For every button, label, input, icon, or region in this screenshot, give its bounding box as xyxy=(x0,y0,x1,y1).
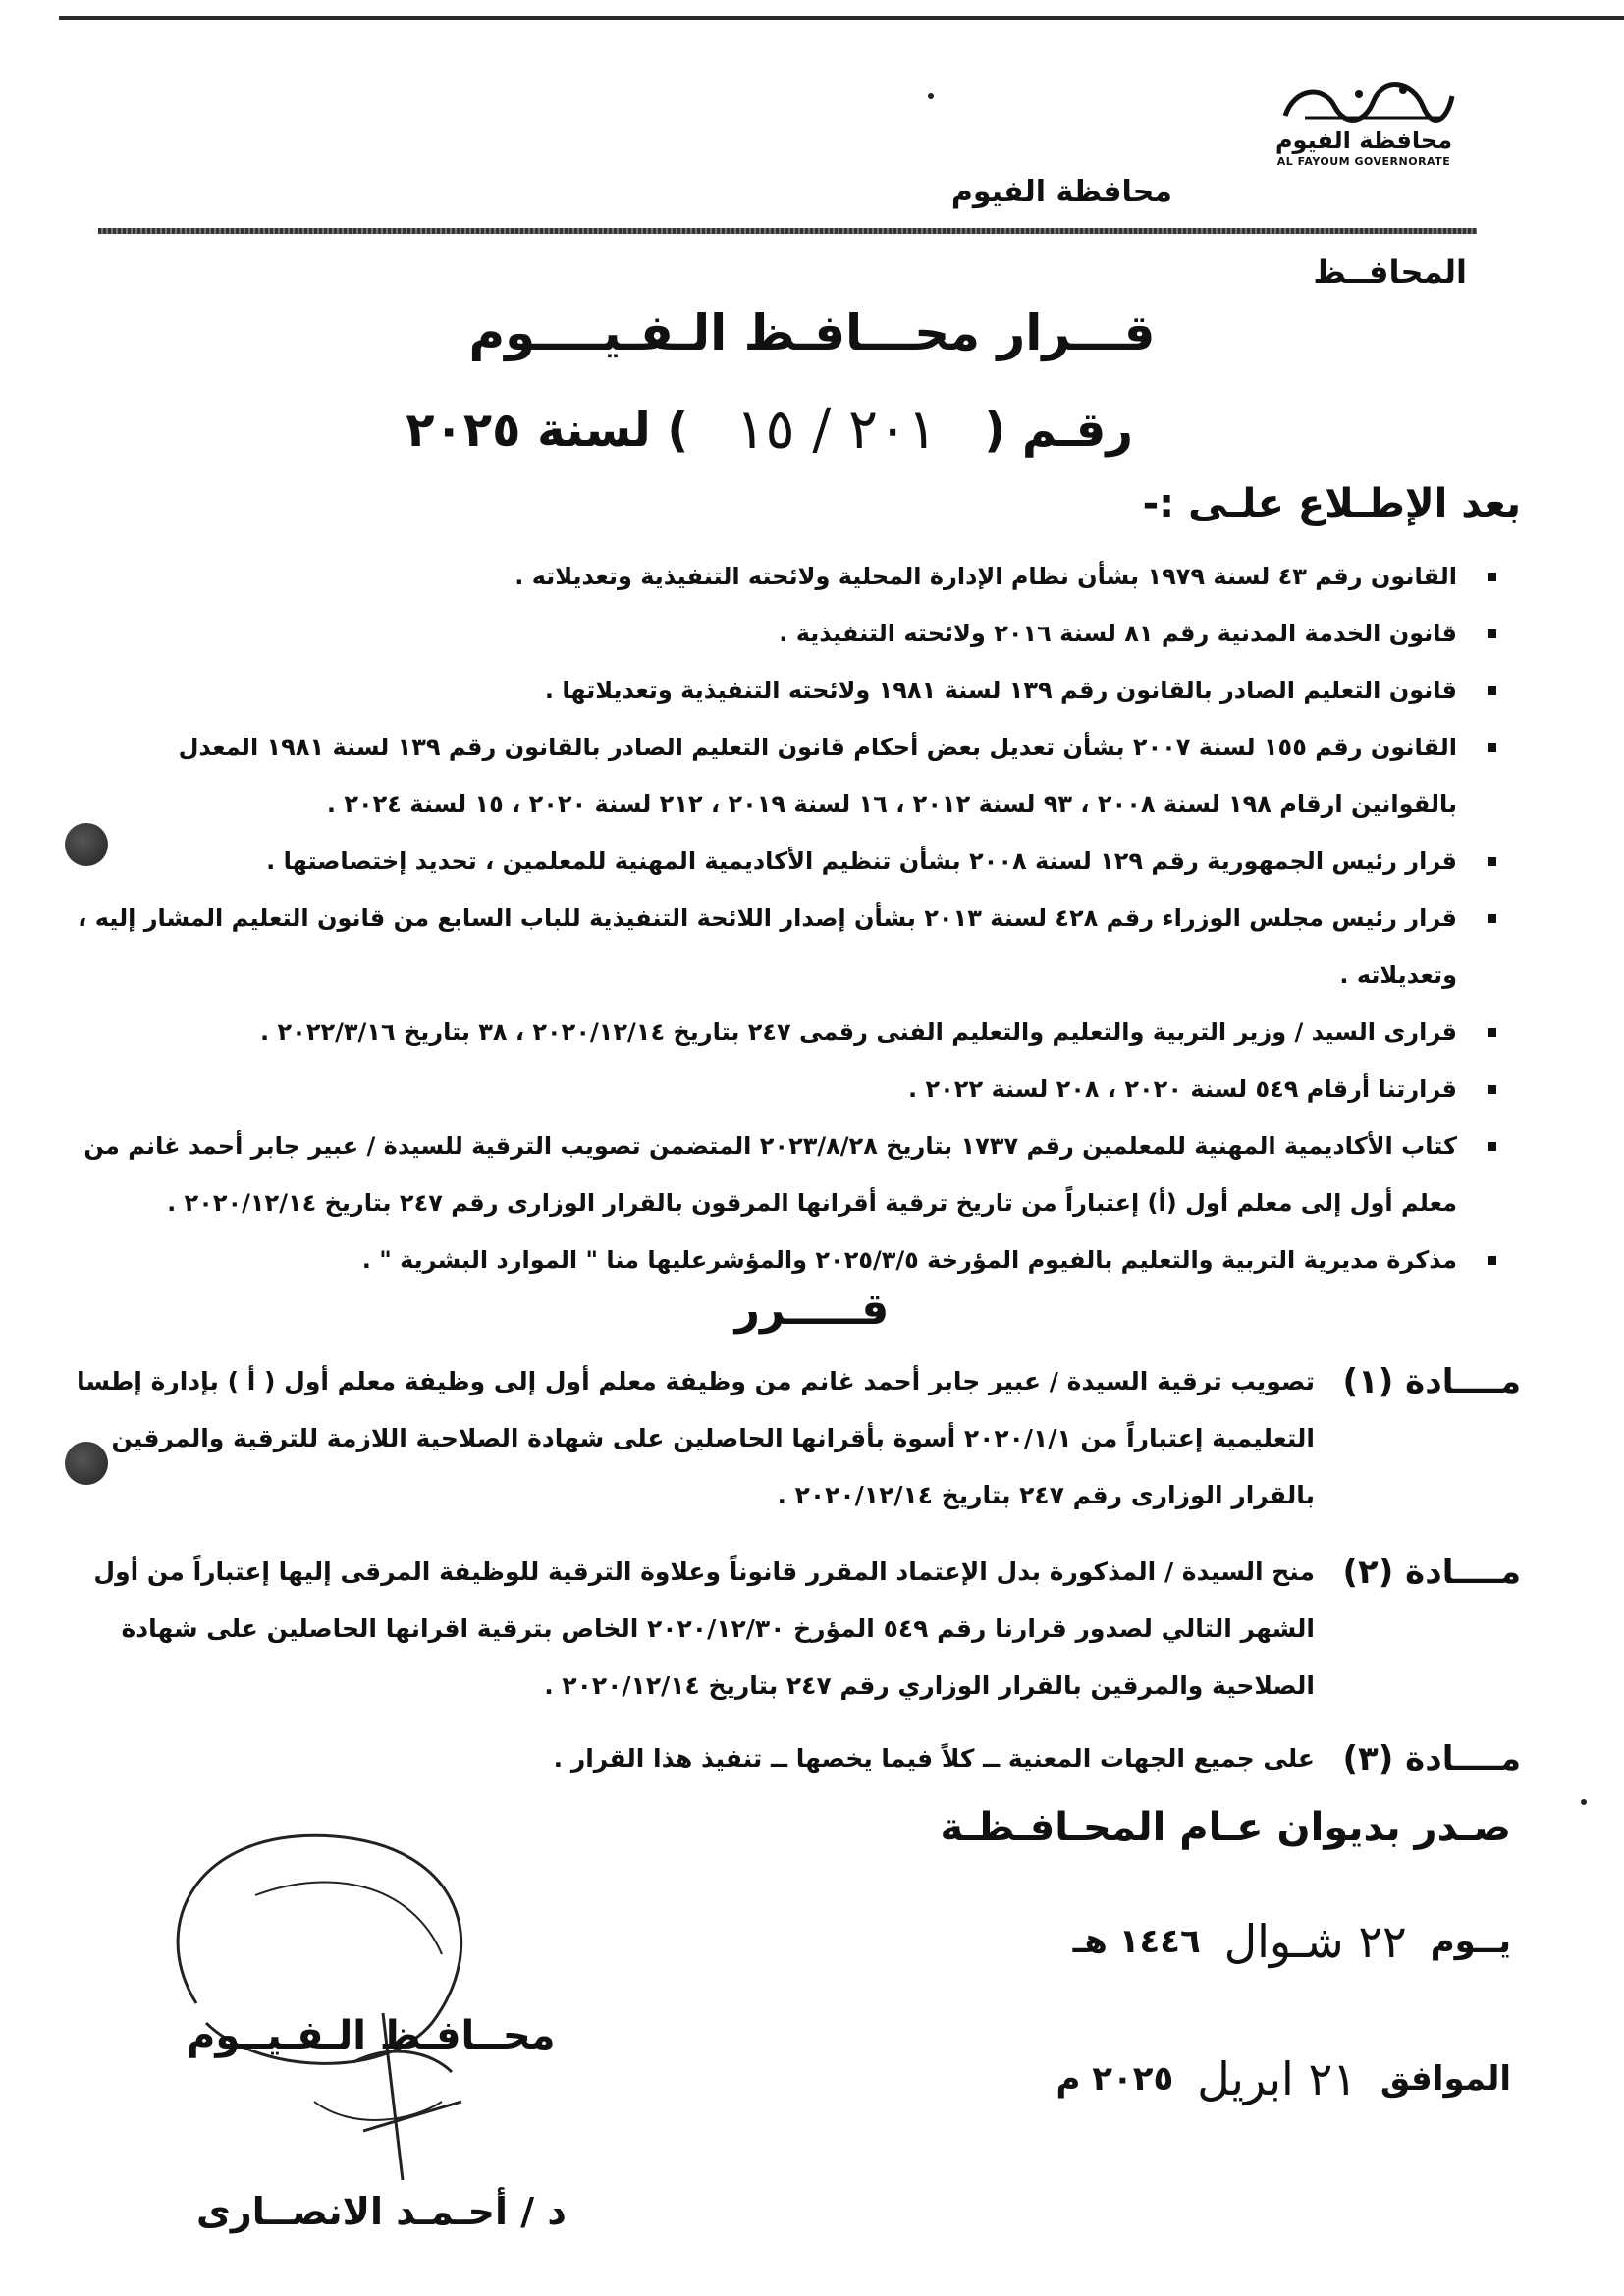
governorate-label: محافظة الفيوم xyxy=(950,175,1172,209)
signer-name: د / أحـمـد الانصــارى xyxy=(196,2190,567,2233)
greg-handwritten: ٢١ ابريل xyxy=(1197,2052,1357,2105)
bullet-icon xyxy=(1488,686,1496,695)
decision-number xyxy=(406,398,1133,462)
decision-number-handwritten: ٢٠١ / ١٥ xyxy=(735,398,938,462)
hijri-year: ١٤٤٦ هـ xyxy=(1072,1922,1201,1961)
header-divider xyxy=(98,228,1477,234)
list-item: كتاب الأكاديمية المهنية للمعلمين رقم ١٧٣٧ بتاريخ ٢٠٢٣/٨/٢٨ المتضمن تصويب الترقية للسيدة / عبير جابر أحمد غانم من معلم أول إلى معلم أول (أ) إعتباراً من تاريخ ترقية أقرانها المرقون بالقرار الوزارى رقم ٢٤٧ بتاريخ ٢٠٢٠/١٢/١٤ . xyxy=(69,1118,1496,1231)
governorate-logo xyxy=(1251,77,1477,185)
bullet-icon xyxy=(1488,629,1496,638)
list-item: قرارى السيد / وزير التربية والتعليم والتعليم الفنى رقمى ٢٤٧ بتاريخ ٢٠٢٠/١٢/١٤ ، ٣٨ بتاريخ ٢٠٢٢/٣/١٦ . xyxy=(69,1004,1496,1061)
list-item: قرار رئيس مجلس الوزراء رقم ٤٢٨ لسنة ٢٠١٣ بشأن إصدار اللائحة التنفيذية للباب السابع من قانون التعليم المشار إليه ، وتعديلاته . xyxy=(69,890,1496,1004)
top-edge-line xyxy=(59,16,1624,20)
logo-arabic-text: محافظة الفيوم xyxy=(1274,127,1453,154)
article-text: على جميع الجهات المعنية ــ كلاً فيما يخصها ــ تنفيذ هذا القرار . xyxy=(553,1744,1315,1773)
bullet-icon xyxy=(1488,1142,1496,1151)
list-item: قانون التعليم الصادر بالقانون رقم ١٣٩ لسنة ١٩٨١ ولائحته التنفيذية وتعديلاتها . xyxy=(69,662,1496,719)
punch-hole-mark xyxy=(65,1442,108,1485)
greg-year: ٢٠٢٥ م xyxy=(1056,2059,1174,2099)
article-label: مــــادة (١) xyxy=(1342,1362,1521,1401)
decision-number-suffix: ) لسنة ٢٠٢٥ xyxy=(406,402,689,458)
article-label: مــــادة (٣) xyxy=(1342,1739,1521,1778)
article-text: تصويب ترقية السيدة / عبير جابر أحمد غانم من وظيفة معلم أول إلى وظيفة معلم أول ( أ ) بإدارة إطسا التعليمية إعتباراً من ٢٠٢٠/١/١ أسوة بأقرانها الحاصلين على شهادة الصلاحية اللازمة للترقية والمرقين بالقرار الوزارى رقم ٢٤٧ بتاريخ ٢٠٢٠/١٢/١٤ . xyxy=(76,1367,1315,1509)
hijri-label: يــوم xyxy=(1430,1922,1511,1961)
issued-at: صـدر بديوان عـام المحـافـظـة xyxy=(940,1805,1511,1850)
bullet-icon xyxy=(1488,1028,1496,1037)
scan-speck xyxy=(1581,1799,1587,1805)
preamble-heading: بعد الإطـلاع علـى :- xyxy=(1142,481,1521,526)
decision-heading: قـــــرر xyxy=(734,1285,890,1335)
hijri-handwritten: ٢٢ شـوال xyxy=(1223,1915,1407,1968)
list-item: قرارتنا أرقام ٥٤٩ لسنة ٢٠٢٠ ، ٢٠٨ لسنة ٢٠٢٢ . xyxy=(69,1061,1496,1118)
list-item: مذكرة مديرية التربية والتعليم بالفيوم المؤرخة ٢٠٢٥/٣/٥ والمؤشرعليها منا " الموارد البشرية " . xyxy=(69,1231,1496,1288)
bullet-icon xyxy=(1488,914,1496,923)
bullet-icon xyxy=(1488,1085,1496,1094)
bullet-icon xyxy=(1488,1256,1496,1265)
bullet-icon xyxy=(1488,857,1496,866)
article-1 xyxy=(69,1353,1521,1524)
list-item: قانون الخدمة المدنية رقم ٨١ لسنة ٢٠١٦ ولائحته التنفيذية . xyxy=(69,605,1496,662)
article-text: منح السيدة / المذكورة بدل الإعتماد المقرر قانوناً وعلاوة الترقية للوظيفة المرقى إليها إعتباراً من أول الشهر التالي لصدور قرارنا رقم ٥٤٩ المؤرخ ٢٠٢٠/١٢/٣٠ الخاص بترقية اقرانها الحاصلين على شهادة الصلاحية والمرقين بالقرار الوزاري رقم ٢٤٧ بتاريخ ٢٠٢٠/١٢/١٤ . xyxy=(93,1558,1315,1700)
greg-label: الموافق xyxy=(1380,2059,1511,2099)
office-label: المحافــظ xyxy=(1313,253,1467,291)
list-item: قرار رئيس الجمهورية رقم ١٢٩ لسنة ٢٠٠٨ بشأن تنظيم الأكاديمية المهنية للمعلمين ، تحديد إختصاصتها . xyxy=(69,833,1496,890)
gregorian-date xyxy=(1056,2052,1511,2105)
logo-english-text: AL FAYOUM GOVERNORATE xyxy=(1276,155,1451,168)
article-3 xyxy=(69,1730,1521,1787)
bullet-icon xyxy=(1488,573,1496,581)
decision-title: قـــرار محـــافـظ الـفـيــــوم xyxy=(468,304,1156,361)
logo-calligraphy-icon xyxy=(1266,77,1462,134)
preamble-list xyxy=(69,548,1496,1288)
hijri-date xyxy=(1073,1915,1511,1968)
decision-number-prefix: رقـم ( xyxy=(984,402,1133,458)
list-item: القانون رقم ٤٣ لسنة ١٩٧٩ بشأن نظام الإدارة المحلية ولائحته التنفيذية وتعديلاته . xyxy=(69,548,1496,605)
bullet-icon xyxy=(1488,743,1496,752)
article-2 xyxy=(69,1544,1521,1715)
scan-speck xyxy=(928,93,934,99)
list-item: القانون رقم ١٥٥ لسنة ٢٠٠٧ بشأن تعديل بعض أحكام قانون التعليم الصادر بالقانون رقم ١٣٩ لسنة ١٩٨١ المعدل بالقوانين ارقام ١٩٨ لسنة ٢٠٠٨ ، ٩٣ لسنة ٢٠١٢ ، ١٦ لسنة ٢٠١٩ ، ٢١٢ لسنة ٢٠٢٠ ، ١٥ لسنة ٢٠٢٤ . xyxy=(69,719,1496,833)
signer-title: محــافـظ الـفـيــوم xyxy=(187,2013,556,2058)
article-label: مــــادة (٢) xyxy=(1342,1553,1521,1592)
punch-hole-mark xyxy=(65,823,108,866)
